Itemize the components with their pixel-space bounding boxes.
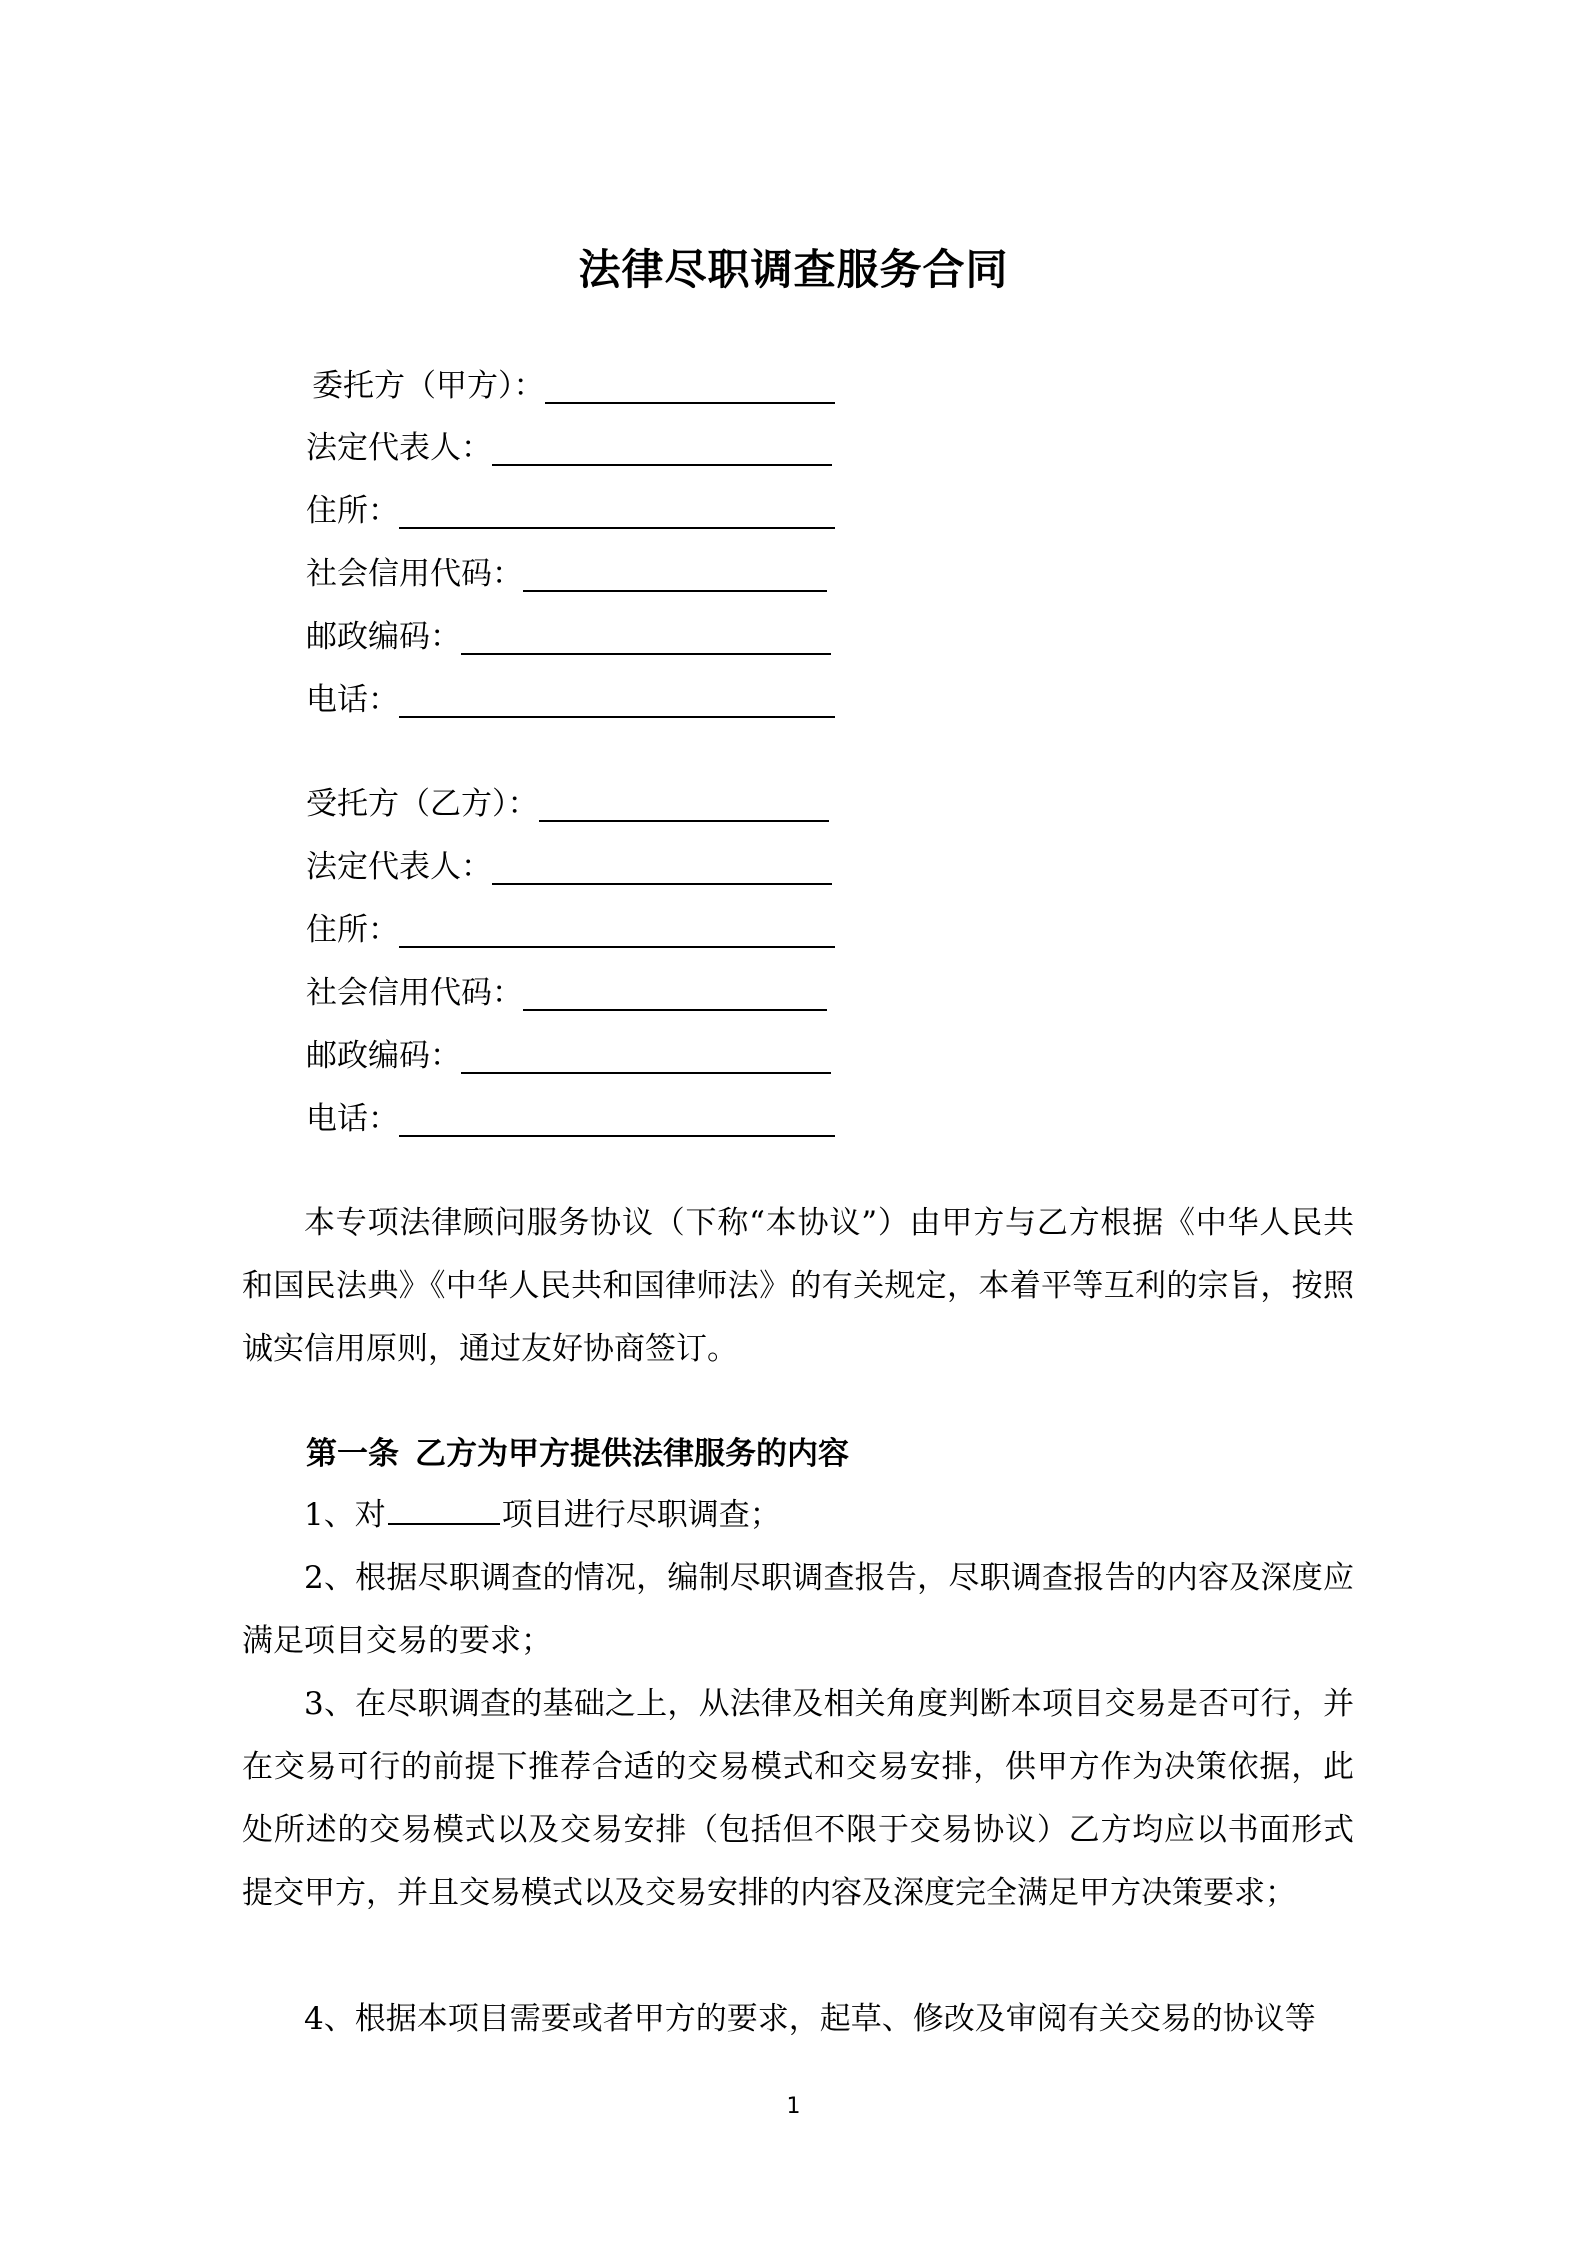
party-b-postal-field <box>306 1034 831 1078</box>
party-b-postal-label: 邮政编码： <box>306 1038 461 1074</box>
party-b-address-label: 住所： <box>306 912 399 948</box>
article-1-number: 第一条 <box>306 1436 399 1472</box>
party-a-address-field <box>306 489 835 533</box>
party-b-phone-blank <box>399 1099 835 1137</box>
party-a-credit-code-blank <box>523 554 827 592</box>
party-b-credit-code-field <box>306 971 827 1015</box>
party-a-postal-blank <box>461 617 831 655</box>
article-1-item-2: 2、根据尽职调查的情况，编制尽职调查报告，尽职调查报告的内容及深度应满足项目交易的要求； <box>242 1560 1354 1659</box>
article-1-heading <box>306 1432 849 1476</box>
page-number: 1 <box>786 2094 801 2119</box>
party-a-name-field <box>312 364 835 408</box>
article-1-title: 乙方为甲方提供法律服务的内容 <box>415 1436 849 1472</box>
party-a-rep-blank <box>492 428 832 466</box>
party-a-rep-label: 法定代表人： <box>306 430 492 466</box>
party-a-postal-label: 邮政编码： <box>306 619 461 655</box>
article-1-item-1 <box>242 1484 1354 1547</box>
item-1-suffix: 项目进行尽职调查； <box>501 1497 781 1533</box>
item-1-prefix: 1、对 <box>304 1497 386 1533</box>
party-a-name-blank <box>545 366 835 404</box>
intro-paragraph: 本专项法律顾问服务协议（下称“本协议”）由甲方与乙方根据《中华人民共和国民法典》《中华人民共和国律师法》的有关规定，本着平等互利的宗旨，按照诚实信用原则，通过友好协商签订。 <box>242 1205 1354 1367</box>
party-b-rep-field <box>306 845 832 889</box>
party-a-phone-field <box>306 678 835 722</box>
document-title: 法律尽职调查服务合同 <box>578 245 1009 294</box>
party-b-credit-code-blank <box>523 973 827 1011</box>
party-b-rep-label: 法定代表人： <box>306 849 492 885</box>
party-a-address-label: 住所： <box>306 493 399 529</box>
party-b-name-field <box>306 782 829 826</box>
party-b-name-blank <box>539 784 829 822</box>
party-b-address-blank <box>399 910 835 948</box>
party-b-phone-label: 电话： <box>306 1101 399 1137</box>
party-b-credit-code-label: 社会信用代码： <box>306 975 523 1011</box>
party-b-phone-field <box>306 1097 835 1141</box>
party-b-postal-blank <box>461 1036 831 1074</box>
party-b-name-label: 受托方（乙方）： <box>306 786 539 822</box>
party-a-phone-label: 电话： <box>306 682 399 718</box>
article-1-item-3: 3、在尽职调查的基础之上，从法律及相关角度判断本项目交易是否可行，并在交易可行的前提下推荐合适的交易模式和交易安排，供甲方作为决策依据，此处所述的交易模式以及交易安排（包括但不限于交易协议）乙方均应以书面形式提交甲方，并且交易模式以及交易安排的内容及深度完全满足甲方决策要求； <box>242 1686 1354 1911</box>
party-a-name-label: 委托方（甲方）： <box>312 368 545 404</box>
article-1-item-4: 4、根据本项目需要或者甲方的要求，起草、修改及审阅有关交易的协议等 <box>304 2001 1316 2037</box>
party-a-credit-code-label: 社会信用代码： <box>306 556 523 592</box>
party-a-address-blank <box>399 491 835 529</box>
party-a-postal-field <box>306 615 831 659</box>
project-name-blank <box>388 1493 500 1525</box>
party-a-phone-blank <box>399 680 835 718</box>
party-a-credit-code-field <box>306 552 827 596</box>
party-b-rep-blank <box>492 847 832 885</box>
party-a-rep-field <box>306 426 832 470</box>
party-b-address-field <box>306 908 835 952</box>
